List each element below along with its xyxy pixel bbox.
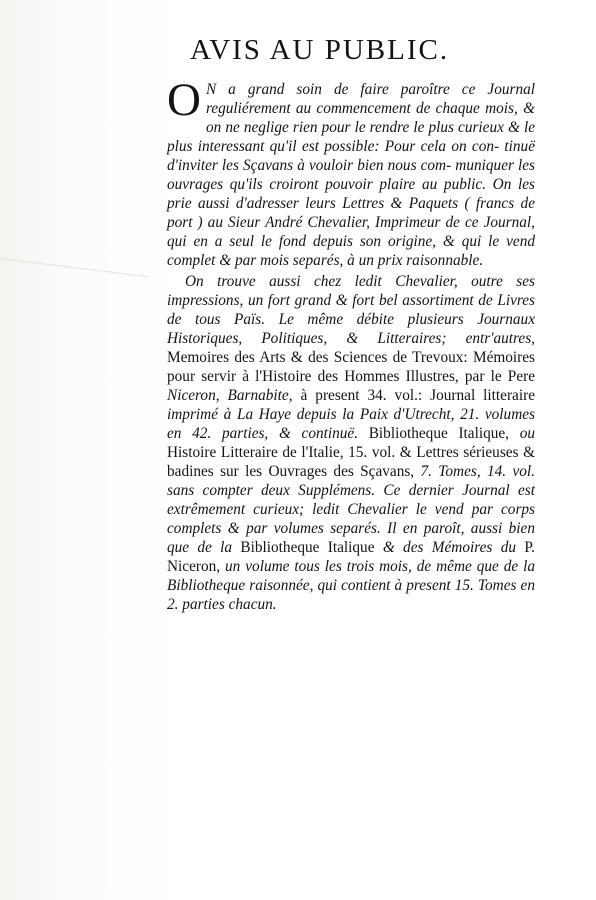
notice-body (167, 74, 536, 614)
text-line: & Paquets ( francs de port ) au Sieur André Chevalier, (167, 195, 535, 231)
text-line: & on ne neglige rien pour le rendre le plus curieux & (205, 100, 535, 136)
text-line: le plus interessant qu'il est possible: Pour cela on con- (167, 119, 535, 155)
text-line: N a grand soin de faire paroître ce Journal (205, 81, 535, 98)
text-segment: Histoire Litteraire de l'Italie, 15. vol. & Lettres sérieuses & badines sur les Ouvrages des Sçavans, (167, 444, 535, 480)
text-segment: un volume tous les trois mois, de même que de la Bibliotheque raisonnée, qui contient à present 15. Tomes en 2. parties chacun. (167, 558, 536, 613)
text-line: tinuë d'inviter les Sçavans à vouloir bien nous com- (167, 138, 535, 174)
text-line: depuis son origine, & qui le vend complet & par (167, 233, 535, 269)
text-segment: & des Mémoires du (382, 539, 525, 556)
text-segment: On trouve aussi chez ledit Chevalier, outre ses impressions, un fort grand & fort bel assortiment de Livres de tous Païs. Le même débite plusieurs Journaux Historiques, Politiques, & Litteraires; entr'autres, (167, 273, 535, 347)
text-segment: Bibliotheque Italique (240, 539, 383, 556)
text-segment: Niceron, Barnabite, (167, 387, 301, 404)
text-line: Imprimeur de ce Journal, qui en a seul le fond (167, 214, 535, 250)
text-segment: P. Niceron, (167, 539, 535, 575)
text-line: au public. On les prie aussi d'adresser leurs Lettres (167, 176, 535, 212)
text-segment: 7. Tomes, 14. vol. sans compter deux Supplémens. Ce dernier Journal est extrêmement curieux; ledit Chevalier le vend par corps complets & par volumes separés. Il en paroît, aussi bien que de la (167, 463, 535, 556)
text-segment: ou (519, 425, 535, 442)
page-title: AVIS AU PUBLIC. (190, 34, 450, 66)
text-line: mois separés, à un prix raisonnable. (260, 252, 484, 269)
paragraph-journal-notice (167, 74, 536, 270)
text-segment: à present 34. vol.: Journal litteraire (300, 387, 535, 404)
drop-cap-letter: O (167, 74, 201, 126)
page-fold-crease (0, 258, 149, 307)
text-segment: Bibliotheque Italique, (368, 425, 520, 442)
text-segment: imprimé à La Haye depuis la Paix d'Utrecht, 21. volumes en 42. parties, & continuë. (167, 406, 535, 442)
paragraph-bookseller-catalogue (167, 272, 535, 614)
text-line: muniquer les ouvrages qu'ils croiront pouvoir plaire (167, 157, 536, 193)
text-segment: Memoires des Arts & des Sciences de Trevoux: Mémoires pour servir à l'Histoire des Hommes Illustres, par le Pere (167, 349, 535, 385)
text-line: reguliérement au commencement de chaque mois, (205, 100, 518, 117)
